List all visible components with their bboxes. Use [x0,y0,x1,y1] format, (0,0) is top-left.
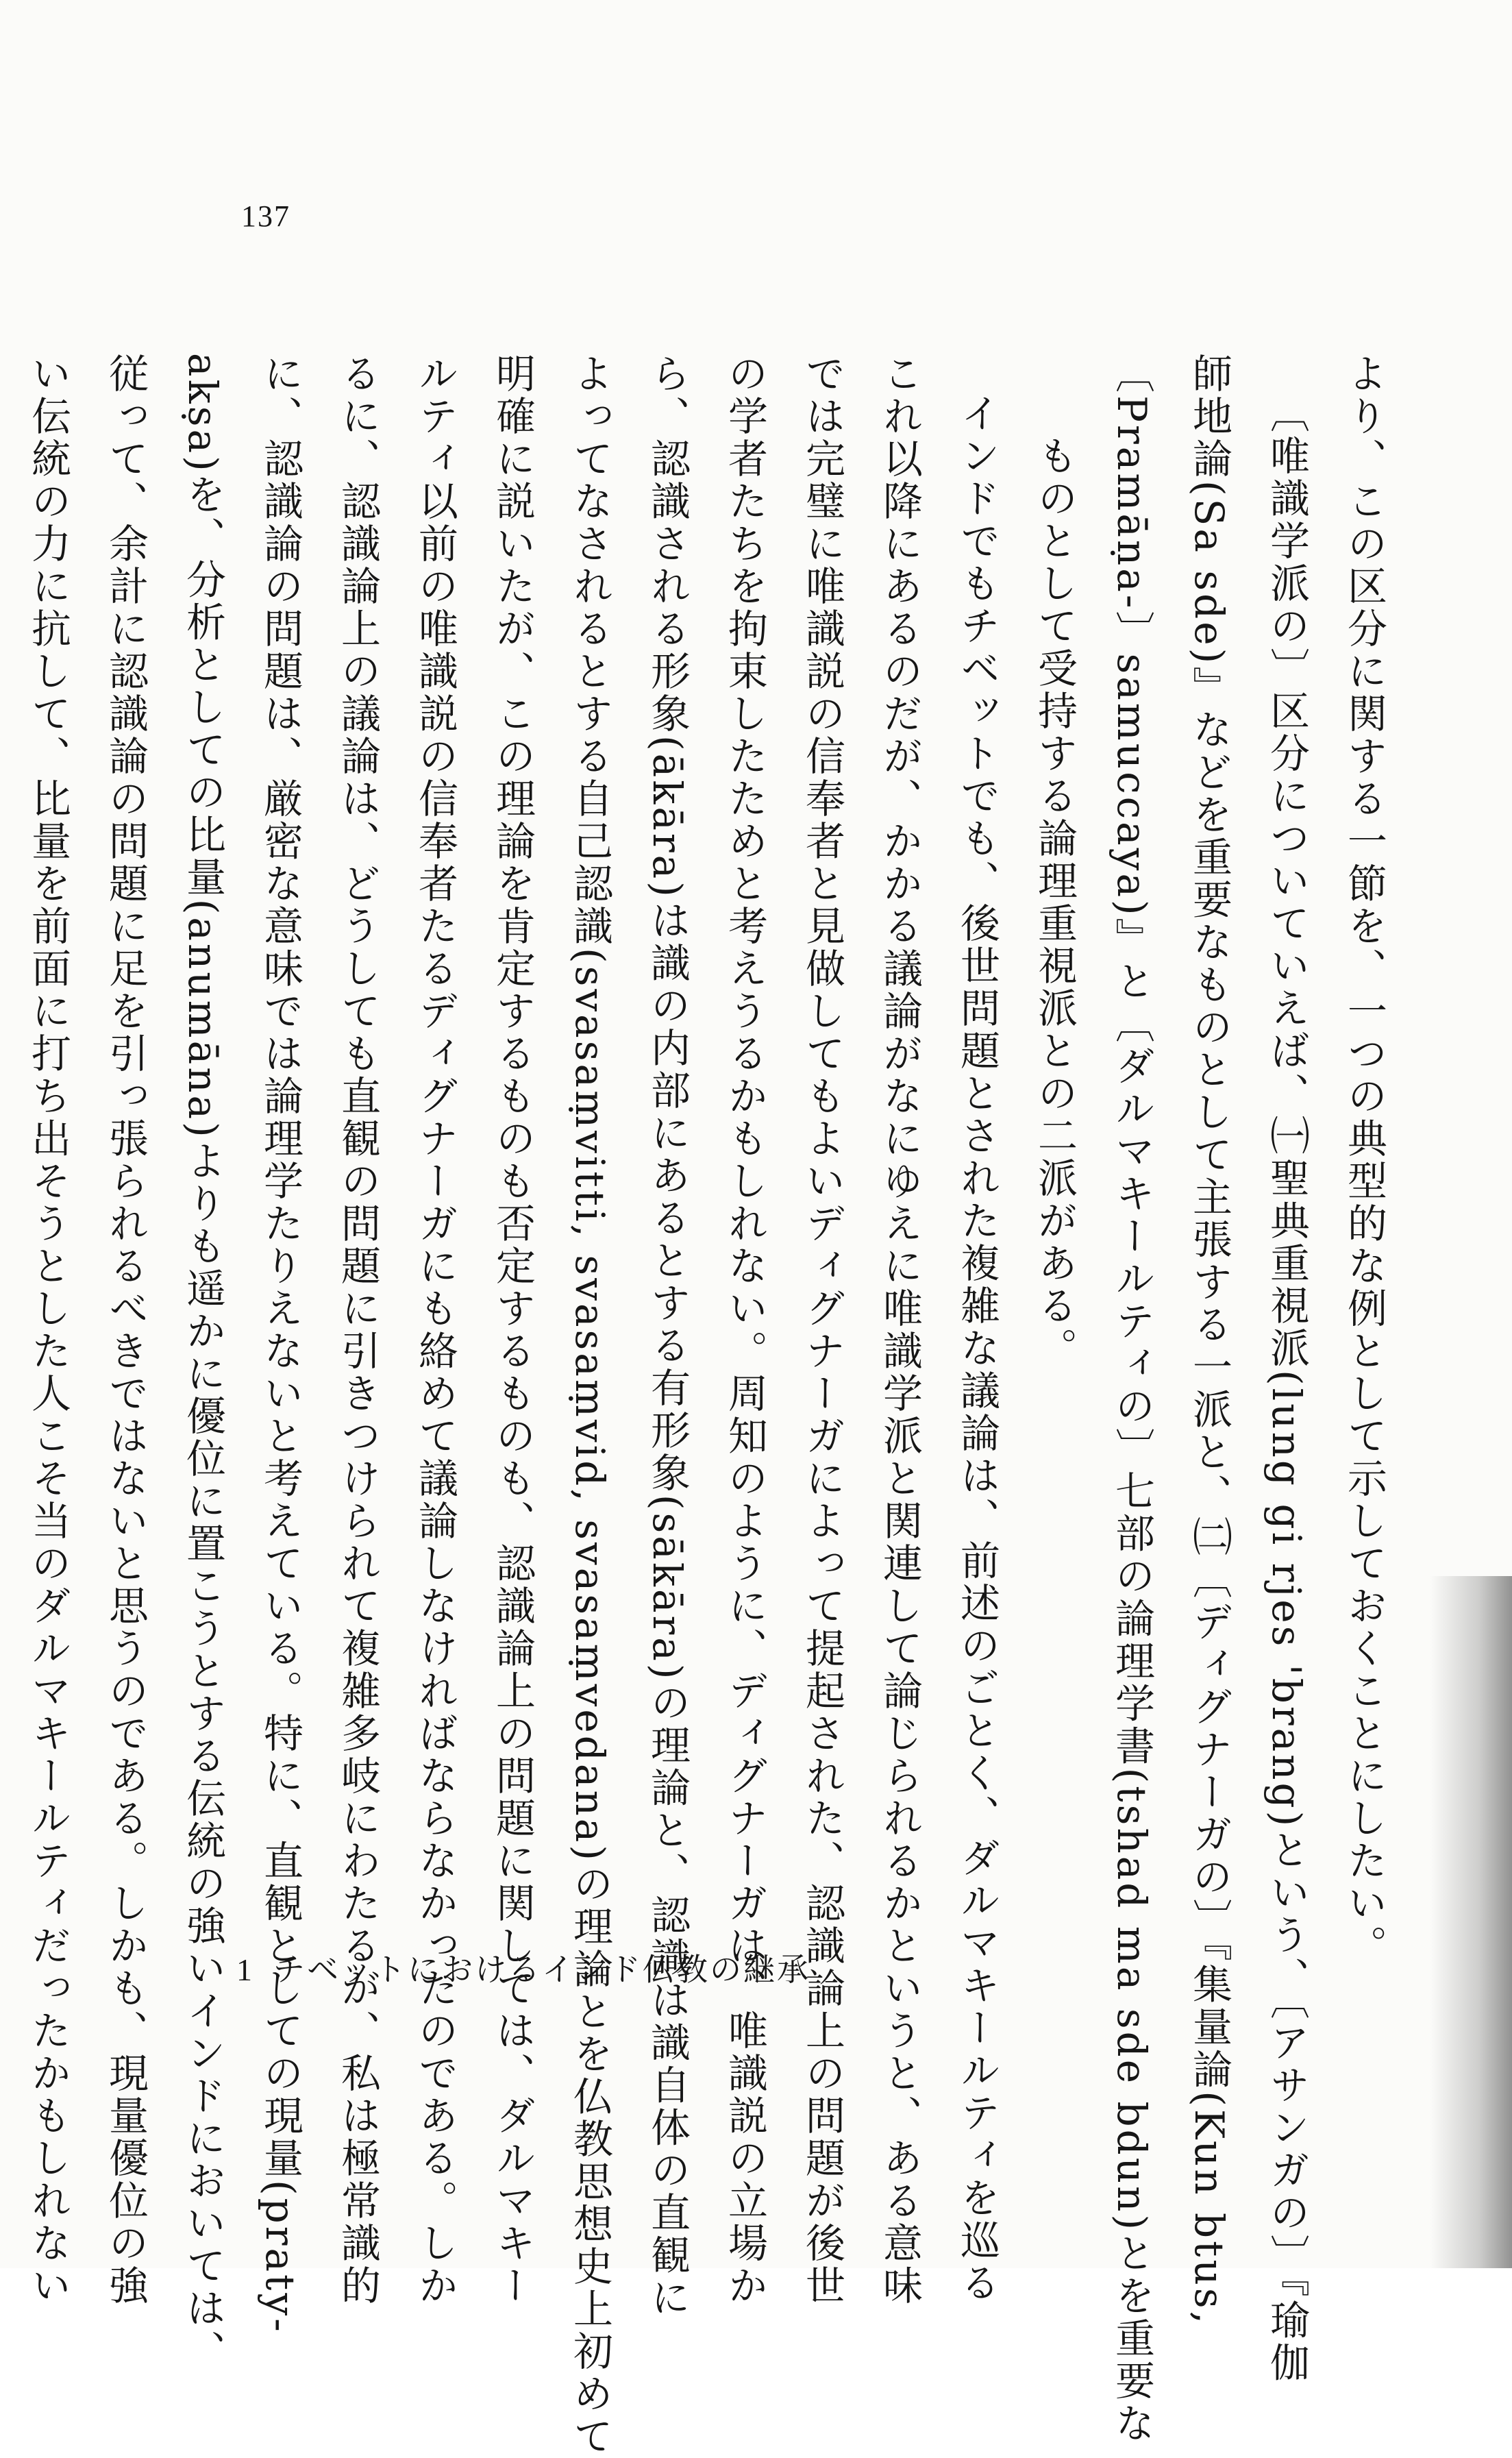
line-text: るに、認識論上の議論は、どうしても直観の問題に引きつけられて複雑多岐にわたるが、私は極常識的 [334,353,381,2307]
text-line [783,353,860,2307]
text-line [860,353,938,2307]
line-text: これ以降にあるのだが、かかる議論がなにゆえに唯識学派と関連して論じられるかというと、ある意味 [876,353,923,2307]
text-line [319,353,396,2307]
text-line [473,353,551,2307]
text-line [1170,353,1248,2327]
text-line [86,353,164,2307]
chapter-title: チベットにおけるインド仏教の継承 [273,1951,810,1988]
line-text: よってなされるとする自己認識(svasaṃvitti, svasaṃvid, svasaṃvedana)の理論とを仏教思想史上初めて [567,353,613,2458]
text-line [1325,353,1402,1967]
line-text: 〔唯識学派の〕区分についていえば、㈠聖典重視派(lung gi rjes 'brang)という、〔アサンガの〕『瑜伽 [1263,393,1310,2385]
text-line [164,353,241,2372]
text-line [706,353,783,2307]
text-line [0,353,9,1895]
text-line [1093,353,1170,2446]
line-text: 明確に説いたが、この理論を肯定するものも否定するものも、認識論上の問題に関しては、ダルマキー [489,353,536,2307]
line-text: 従って、余計に認識論の問題に足を引っ張られるべきではないと思うのである。しかも、現量優位の強 [102,353,149,2307]
line-text: akṣa)を、分析としての比量(anumāna)よりも遥かに優位に置こうとする伝統の強いインドにおいては、 [179,353,226,2372]
line-text: に、認識論の問題は、厳密な意味では論理学たりえないと考えている。特に、直観としての現量(praty- [257,353,303,2335]
line-text: ものとして受持する論理重視派との二派がある。 [1031,435,1078,1370]
running-footer [236,1945,810,1990]
line-text: では完璧に唯識説の信奉者と見做してもよいディグナーガによって提起された、認識論上の問題が後世 [799,353,845,2307]
line-text: インドでもチベットでも、後世問題とされた複雑な議論は、前述のごとく、ダルマキールティを巡る [954,393,1000,2305]
text-line [551,353,628,2458]
page-number: 137 [241,199,290,233]
text-line [628,353,706,2320]
text-line [9,353,86,2307]
text-line [1015,353,1093,1895]
line-text: 〔Pramāṇa-〕samuccaya)』と〔ダルマキールティの〕七部の論理学書(tshad ma sde bdun)とを重要な [1108,353,1155,2446]
chapter-number: 1 [236,1952,254,1987]
line-text: の学者たちを拘束したためと考えうるかもしれない。周知のように、ディグナーガは、唯識説の立場か [721,353,768,2307]
line-text: ルティ以前の唯識説の信奉者たるディグナーガにも絡めて議論しなければならなかったのである。しか [412,353,458,2307]
text-line [396,353,473,2307]
text-line [241,353,319,2335]
line-text: より、この区分に関する一節を、一つの典型的な例として示しておくことにしたい。 [1341,353,1387,1967]
text-line [1248,353,1325,2385]
line-text: 師地論(Sa sde)』などを重要なものとして主張する一派と、㈡〔ディグナーガの〕『集量論(Kun btus, [1186,353,1232,2327]
line-text: い伝統の力に抗して、比量を前面に打ち出そうとした人こそ当のダルマキールティだったかもしれない [25,353,71,2307]
text-line [938,353,1015,2305]
page-edge-shadow [1430,1576,1512,2268]
line-text: ら、認識される形象(ākāra)は識の内部にあるとする有形象(sākāra)の理論と、認識は識自体の直観に [644,353,691,2320]
